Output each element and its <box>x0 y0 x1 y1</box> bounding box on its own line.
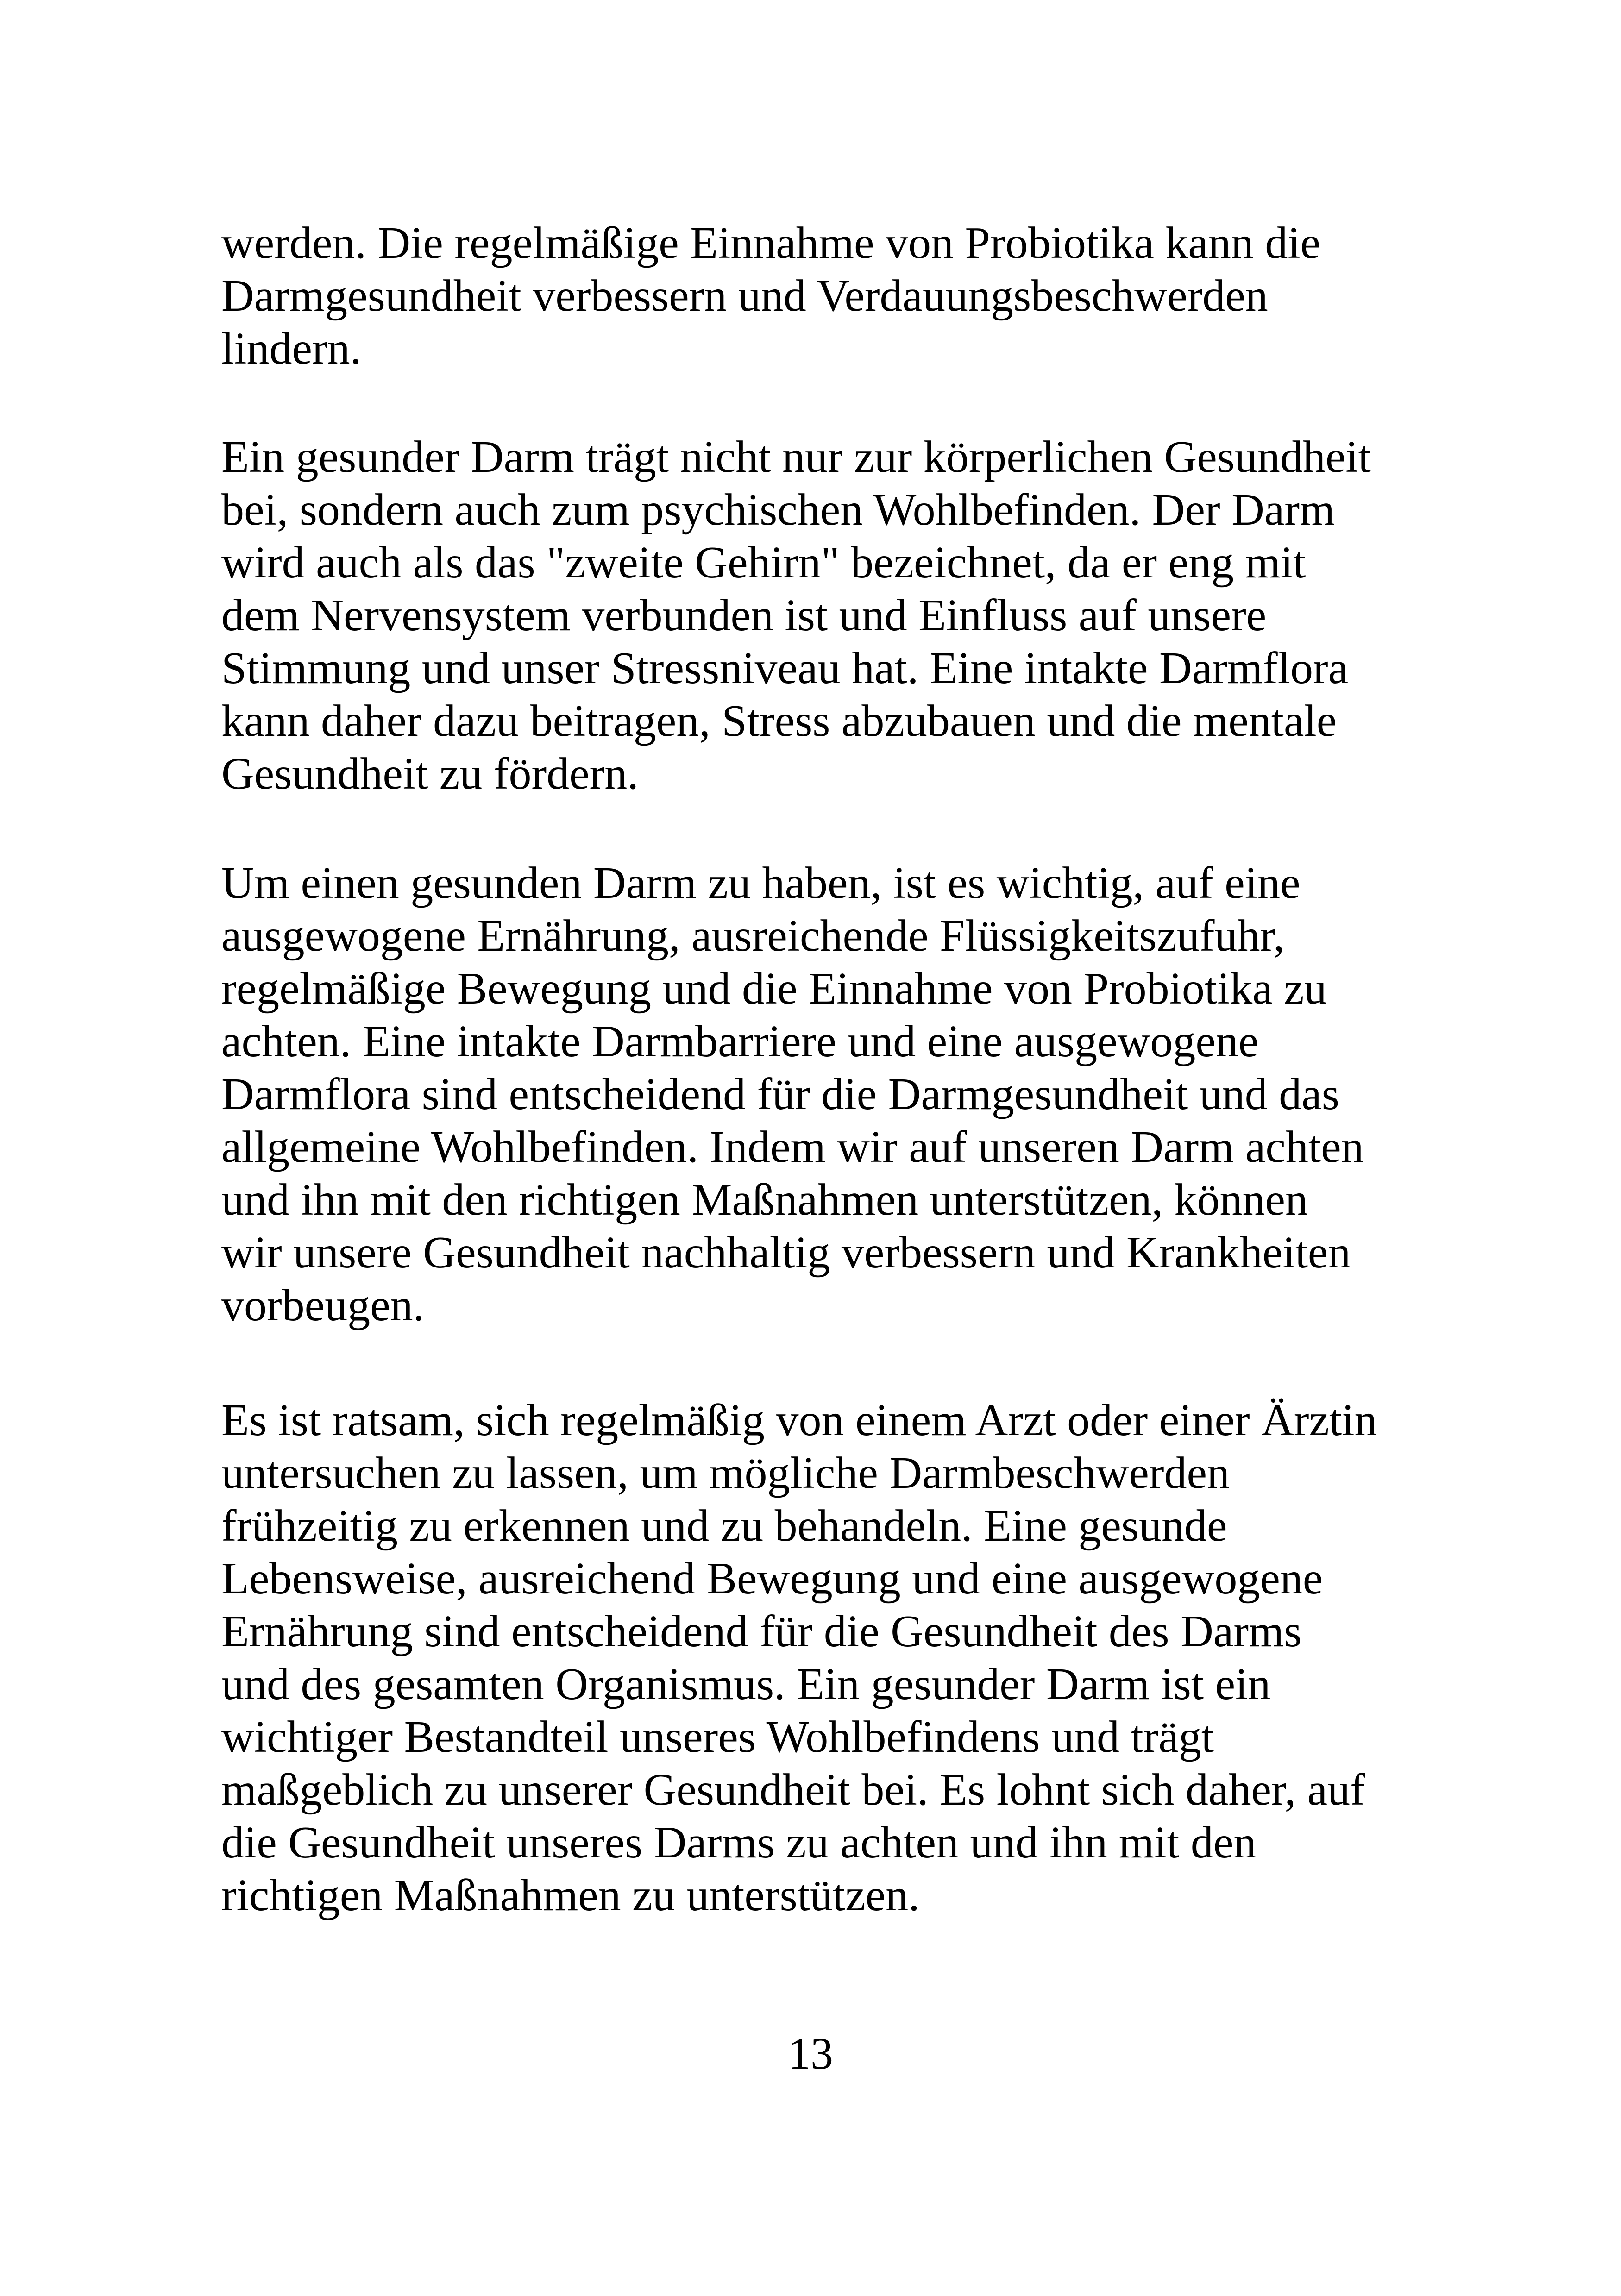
text-line: Stimmung und unser Stressniveau hat. Eine intakte Darmflora <box>221 643 1349 693</box>
text-line: die Gesundheit unseres Darms zu achten und ihn mit den <box>221 1818 1257 1868</box>
text-line: wir unsere Gesundheit nachhaltig verbessern und Krankheiten <box>221 1228 1351 1278</box>
page-number: 13 <box>788 2029 833 2079</box>
text-line: Ernährung sind entscheidend für die Gesundheit des Darms <box>221 1606 1302 1656</box>
text-line: vorbeugen. <box>221 1280 425 1330</box>
text-line: allgemeine Wohlbefinden. Indem wir auf unseren Darm achten <box>221 1122 1364 1172</box>
text-line: wichtiger Bestandteil unseres Wohlbefindens und trägt <box>221 1712 1214 1762</box>
text-line: bei, sondern auch zum psychischen Wohlbefinden. Der Darm <box>221 485 1335 535</box>
text-line: Um einen gesunden Darm zu haben, ist es wichtig, auf eine <box>221 858 1301 908</box>
text-line: Gesundheit zu fördern. <box>221 749 639 799</box>
text-line: kann daher dazu beitragen, Stress abzubauen und die mentale <box>221 696 1337 746</box>
text-line: Darmflora sind entscheidend für die Darmgesundheit und das <box>221 1069 1339 1119</box>
text-line: untersuchen zu lassen, um mögliche Darmbeschwerden <box>221 1448 1230 1498</box>
paragraph-1 <box>221 217 1435 375</box>
text-line: maßgeblich zu unserer Gesundheit bei. Es lohnt sich daher, auf <box>221 1765 1365 1815</box>
text-line: wird auch als das "zweite Gehirn" bezeichnet, da er eng mit <box>221 538 1306 588</box>
text-line: frühzeitig zu erkennen und zu behandeln. Eine gesunde <box>221 1501 1227 1551</box>
text-line: und ihn mit den richtigen Maßnahmen unterstützen, können <box>221 1175 1308 1225</box>
paragraph-3 <box>221 857 1435 1332</box>
text-line: lindern. <box>221 324 362 374</box>
text-line: regelmäßige Bewegung und die Einnahme von Probiotika zu <box>221 964 1327 1014</box>
text-line: dem Nervensystem verbunden ist und Einfluss auf unsere <box>221 590 1267 640</box>
text-line: Lebensweise, ausreichend Bewegung und eine ausgewogene <box>221 1554 1323 1604</box>
text-line: Darmgesundheit verbessern und Verdauungsbeschwerden <box>221 271 1268 321</box>
paragraph-2 <box>221 431 1435 800</box>
text-line: Ein gesunder Darm trägt nicht nur zur körperlichen Gesundheit <box>221 432 1371 482</box>
text-line: richtigen Maßnahmen zu unterstützen. <box>221 1870 920 1920</box>
paragraph-4 <box>221 1394 1435 1922</box>
text-line: werden. Die regelmäßige Einnahme von Probiotika kann die <box>221 218 1321 268</box>
text-line: ausgewogene Ernährung, ausreichende Flüssigkeitszufuhr, <box>221 911 1285 961</box>
text-line: Es ist ratsam, sich regelmäßig von einem Arzt oder einer Ärztin <box>221 1395 1377 1445</box>
text-line: achten. Eine intakte Darmbarriere und eine ausgewogene <box>221 1016 1259 1066</box>
text-line: und des gesamten Organismus. Ein gesunder Darm ist ein <box>221 1659 1271 1709</box>
